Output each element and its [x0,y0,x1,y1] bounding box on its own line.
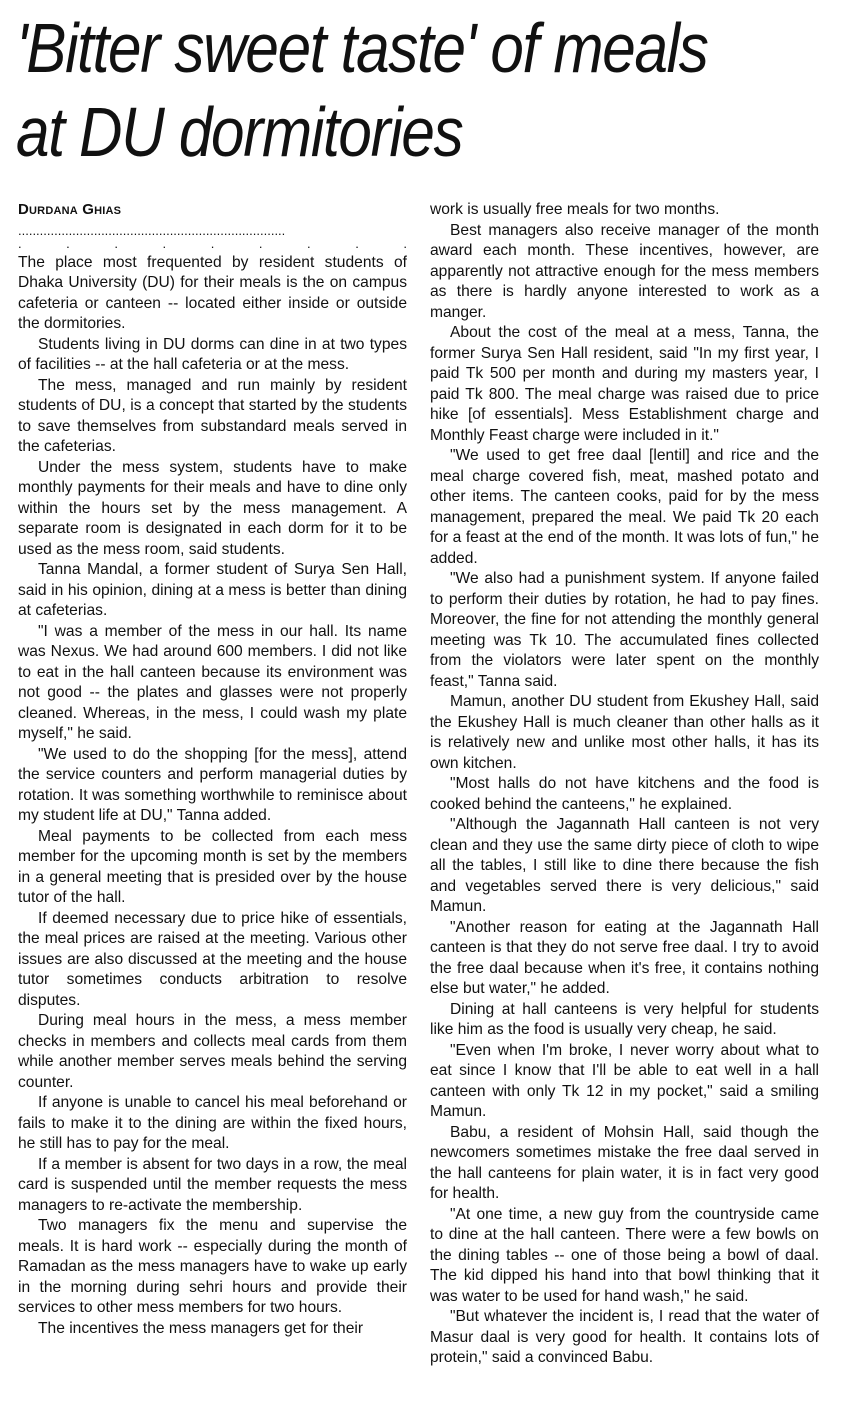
paragraph: work is usually free meals for two months. [430,201,720,218]
paragraph: "We used to do the shopping [for the mess], attend the service counters and perform managerial duties by rotation. It was something worthwhile to reminisce about my student life at DU," Tanna added. [18,745,407,824]
paragraph: "We used to get free daal [lentil] and rice and the meal charge covered fish, meat, mashed potato and other items. The canteen cooks, paid for by the mess management, prepared the meal. We paid Tk 20 each for a feast at the end of the month. It was lots of fun," he added. [430,447,819,567]
paragraph: "We also had a punishment system. If anyone failed to perform their duties by rotation, he had to pay fines. Moreover, the fine for not attending the monthly general meeting was Tk 10. The accumulated fines collected from the violators were later spent on the monthly feast," Tanna said. [430,570,819,690]
paragraph: "I was a member of the mess in our hall. Its name was Nexus. We had around 600 members. I did not like to eat in the hall canteen because its environment was not good -- the plates and glasses were not properly cleaned. Whereas, in the mess, I could wash my plate myself," he said. [18,622,407,742]
paragraph: Best managers also receive manager of the month award each month. These incentives, however, are apparently not attractive enough for the mess members as there is hardly anyone interested to work as a manger. [430,221,819,321]
paragraph: Two managers fix the menu and supervise the meals. It is hard work -- especially during the month of Ramadan as the mess managers have to wake up early in the morning during sehri hours and provide their services to other mess members for two hours. [18,1217,407,1316]
article-headline [16,6,721,174]
headline-line-1: 'Bitter sweet taste' of meals [16,9,708,87]
paragraph: The mess, managed and run mainly by resident students of DU, is a concept that started by the students to save themselves from substandard meals served in the cafeterias. [18,376,407,455]
paragraph: "Even when I'm broke, I never worry about what to eat since I know that I'll be able to eat well in a hall canteen with only Tk 12 in my pocket," said a smiling Mamun. [430,1041,819,1120]
headline-line-2: at DU dormitories [16,93,463,171]
paragraph: "Most halls do not have kitchens and the food is cooked behind the canteens," he explained. [430,775,819,813]
paragraph: "But whatever the incident is, I read that the water of Masur daal is very good for health. It contains lots of protein," said a convinced Babu. [430,1308,819,1366]
paragraph: Under the mess system, students have to make monthly payments for their meals and have to dine only within the hours set by the mess management. A separate room is designated in each dorm for it to be used as the mess room, said students. [18,458,407,558]
paragraph: "Another reason for eating at the Jagannath Hall canteen is that they do not serve free daal. I try to avoid the free daal because when it's free, it contains nothing else but water," he added. [430,918,819,997]
byline: Durdana Ghias [18,201,122,218]
paragraph: If deemed necessary due to price hike of essentials, the meal prices are raised at the meeting. Various other issues are also discussed at the meeting and the house tutor sometimes conducts arbitration to resolve disputes. [18,909,407,1009]
paragraph: "Although the Jagannath Hall canteen is not very clean and they use the same dirty piece of cloth to wipe all the tables, I still like to dine there because the fish and vegetables served there is very delicious," said Mamun. [430,816,819,915]
paragraph: Meal payments to be collected from each mess member for the upcoming month is set by the members in a general meeting that is presided over by the house tutor of the hall. [18,827,407,906]
paragraph: Tanna Mandal, a former student of Surya Sen Hall, said in his opinion, dining at a mess is better than dining at cafeterias. [18,561,407,619]
paragraph: If a member is absent for two days in a row, the meal card is suspended until the member requests the mess managers to re-activate the membership. [18,1155,407,1214]
left-column [18,198,407,1339]
paragraph: If anyone is unable to cancel his meal beforehand or fails to make it to the dining are within the fixed hours, he still has to pay for the meal. [18,1094,407,1152]
paragraph: During meal hours in the mess, a mess member checks in members and collects meal cards from them while another member serves meals behind the serving counter. [18,1012,407,1091]
spaced-dot-rule: . . . . . . . . . [18,235,407,251]
paragraph: Dining at hall canteens is very helpful for students like him as the food is usually very cheap, he said. [430,1000,819,1038]
paragraph: The place most frequented by resident students of Dhaka University (DU) for their meals is the on campus cafeteria or canteen -- located either inside or outside the dormitories. [18,253,407,332]
paragraph: About the cost of the meal at a mess, Tanna, the former Surya Sen Hall resident, said "In my first year, I paid Tk 500 per month and during my masters year, I paid Tk 800. The meal charge was raised due to price hike [of essentials]. Mess Establishment charge and Monthly Feast charge were included in it." [430,324,819,444]
dotted-rule: .......................................................................... [18,224,286,237]
paragraph: The incentives the mess managers get for their [38,1319,364,1337]
paragraph: Babu, a resident of Mohsin Hall, said though the newcomers sometimes mistake the free daal served in the hall canteens for plain water, it is in fact very good for health. [430,1123,819,1202]
paragraph: Mamun, another DU student from Ekushey Hall, said the Ekushey Hall is much cleaner than other halls as it is relatively new and unlike most other halls, it has its own kitchen. [430,693,819,772]
paragraph: "At one time, a new guy from the countryside came to dine at the hall canteen. There were a few bowls on the dining tables -- one of those being a bowl of daal. The kid dipped his hand into that bowl thinking that it was water to be used for hand wash," he said. [430,1205,819,1305]
right-column [430,200,819,1369]
paragraph: Students living in DU dorms can dine in at two types of facilities -- at the hall cafeteria or at the mess. [18,335,407,373]
